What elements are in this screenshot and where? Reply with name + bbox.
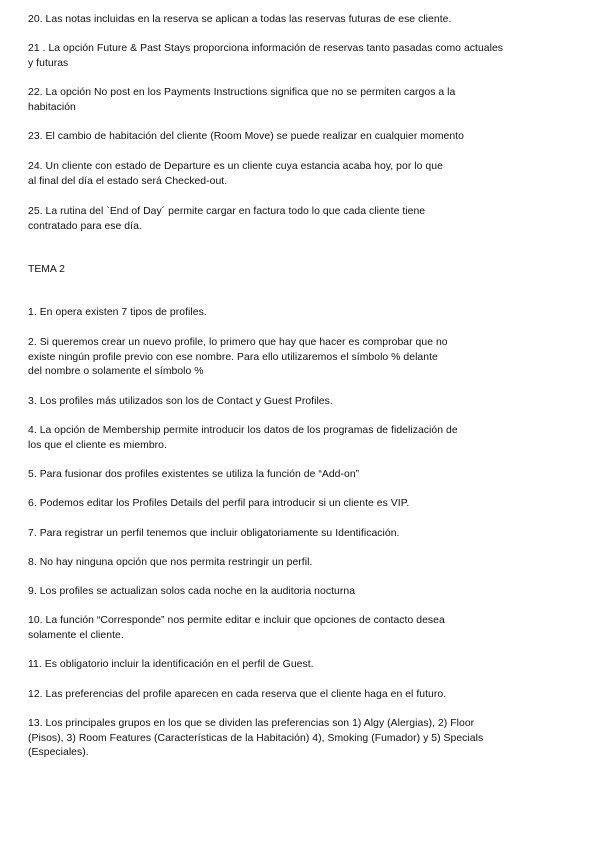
statement-21: 21 . La opción Future & Past Stays proporciona información de reservas tanto pasadas como actuales y futuras: [28, 43, 504, 69]
tema2-statement-9: 9. Los profiles se actualizan solos cada noche en la auditoria nocturna: [28, 586, 356, 597]
statement-22: 22. La opción No post en los Payments Instructions significa que no se permiten cargos a la habitación: [28, 87, 456, 113]
tema2-statement-10: 10. La función “Corresponde” nos permite editar e incluir que opciones de contacto desea solamente el cliente.: [28, 615, 445, 641]
tema2-statement-8: 8. No hay ninguna opción que nos permita restringir un perfil.: [28, 557, 313, 568]
tema2-statement-5: 5. Para fusionar dos profiles existentes se utiliza la función de “Add-on”: [28, 469, 360, 480]
tema2-statement-12: 12. Las preferencias del profile aparecen en cada reserva que el cliente haga en el futuro.: [28, 689, 447, 700]
tema2-statement-6: 6. Podemos editar los Profiles Details del perfil para introducir si un cliente es VIP.: [28, 498, 410, 509]
statement-24: 24. Un cliente con estado de Departure es un cliente cuya estancia acaba hoy, por lo que al final del día el estado será Checked-out.: [28, 161, 443, 187]
tema2-statement-1: 1. En opera existen 7 tipos de profiles.: [28, 307, 207, 318]
statement-25: 25. La rutina del `End of Day´ permite cargar en factura todo lo que cada cliente tiene contratado para ese día.: [28, 206, 426, 232]
tema2-statement-4: 4. La opción de Membership permite introducir los datos de los programas de fidelización de los que el cliente es miembro.: [28, 425, 458, 451]
statement-23: 23. El cambio de habitación del cliente (Room Move) se puede realizar en cualquier momento: [28, 131, 464, 142]
tema2-statement-3: 3. Los profiles más utilizados son los de Contact y Guest Profiles.: [28, 396, 333, 407]
tema2-statement-7: 7. Para registrar un perfil tenemos que incluir obligatoriamente su Identificación.: [28, 528, 400, 539]
statement-20: 20. Las notas incluidas en la reserva se aplican a todas las reservas futuras de ese cliente.: [28, 14, 452, 25]
section-title: TEMA 2: [28, 264, 65, 275]
tema2-statement-13: 13. Los principales grupos en los que se dividen las preferencias son 1) Algy (Alergias), 2) Floor (Pisos), 3) Room Features (Características de la Habitación) 4), Smoking (Fumador) y 5) Specials (Especiales).: [28, 718, 484, 759]
tema2-statement-2: 2. Si queremos crear un nuevo profile, lo primero que hay que hacer es comprobar que no existe ningún profile previo con ese nombre. Para ello utilizaremos el símbolo % delante del nombre o solamente el símbolo %: [28, 337, 448, 378]
tema2-statement-11: 11. Es obligatorio incluir la identificación en el perfil de Guest.: [28, 659, 314, 670]
